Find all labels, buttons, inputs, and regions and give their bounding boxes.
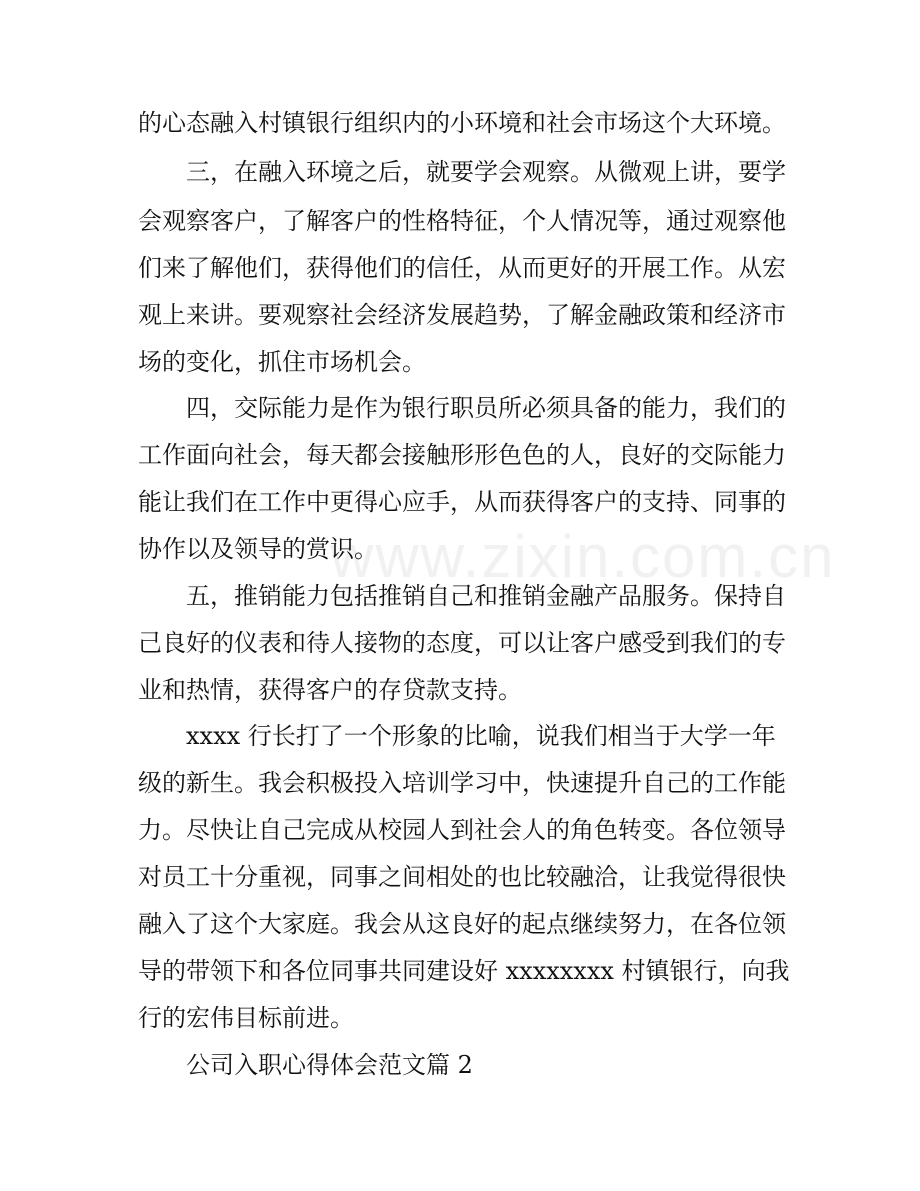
watermark: www.zixin.com.cn: [330, 523, 836, 590]
text-line: 们来了解他们，获得他们的信任，从而更好的开展工作。从宏: [138, 254, 786, 282]
text-line: 己良好的仪表和待人接物的态度，可以让客户感受到我们的专: [138, 629, 786, 657]
text-line: 会观察客户，了解客户的性格特征，个人情况等，通过观察他: [138, 207, 786, 235]
text-line: 级的新生。我会积极投入培训学习中，快速提升自己的工作能: [138, 769, 786, 797]
paragraph-line: 五，推销能力包括推销自己和推销金融产品服务。保持自: [186, 582, 786, 610]
paragraph-line: xxxx 行长打了一个形象的比喻，说我们相当于大学一年: [186, 722, 776, 750]
text-line: 观上来讲。要观察社会经济发展趋势，了解金融政策和经济市: [138, 301, 786, 329]
text-line: 行的宏伟目标前进。: [138, 1004, 354, 1032]
text-line: 对员工十分重视，同事之间相处的也比较融洽，让我觉得很快: [138, 863, 786, 891]
text-line: 融入了这个大家庭。我会从这良好的起点继续努力，在各位领: [138, 910, 786, 938]
text-line: 协作以及领导的赏识。: [138, 535, 378, 563]
text-line: 导的带领下和各位同事共同建设好 xxxxxxxx 村镇银行，向我: [138, 957, 790, 985]
text-line: 的心态融入村镇银行组织内的小环境和社会市场这个大环境。: [138, 109, 786, 137]
section-heading: 公司入职心得体会范文篇 2: [186, 1051, 473, 1079]
text-line: 业和热情，获得客户的存贷款支持。: [138, 676, 522, 704]
paragraph-line: 三，在融入环境之后，就要学会观察。从微观上讲，要学: [186, 158, 786, 186]
text-line: 工作面向社会，每天都会接触形形色色的人，良好的交际能力: [138, 441, 786, 469]
text-line: 能让我们在工作中更得心应手，从而获得客户的支持、同事的: [138, 488, 786, 516]
text-line: 场的变化，抓住市场机会。: [138, 348, 426, 376]
paragraph-line: 四，交际能力是作为银行职员所必须具备的能力，我们的: [186, 394, 786, 422]
text-line: 力。尽快让自己完成从校园人到社会人的角色转变。各位领导: [138, 816, 786, 844]
